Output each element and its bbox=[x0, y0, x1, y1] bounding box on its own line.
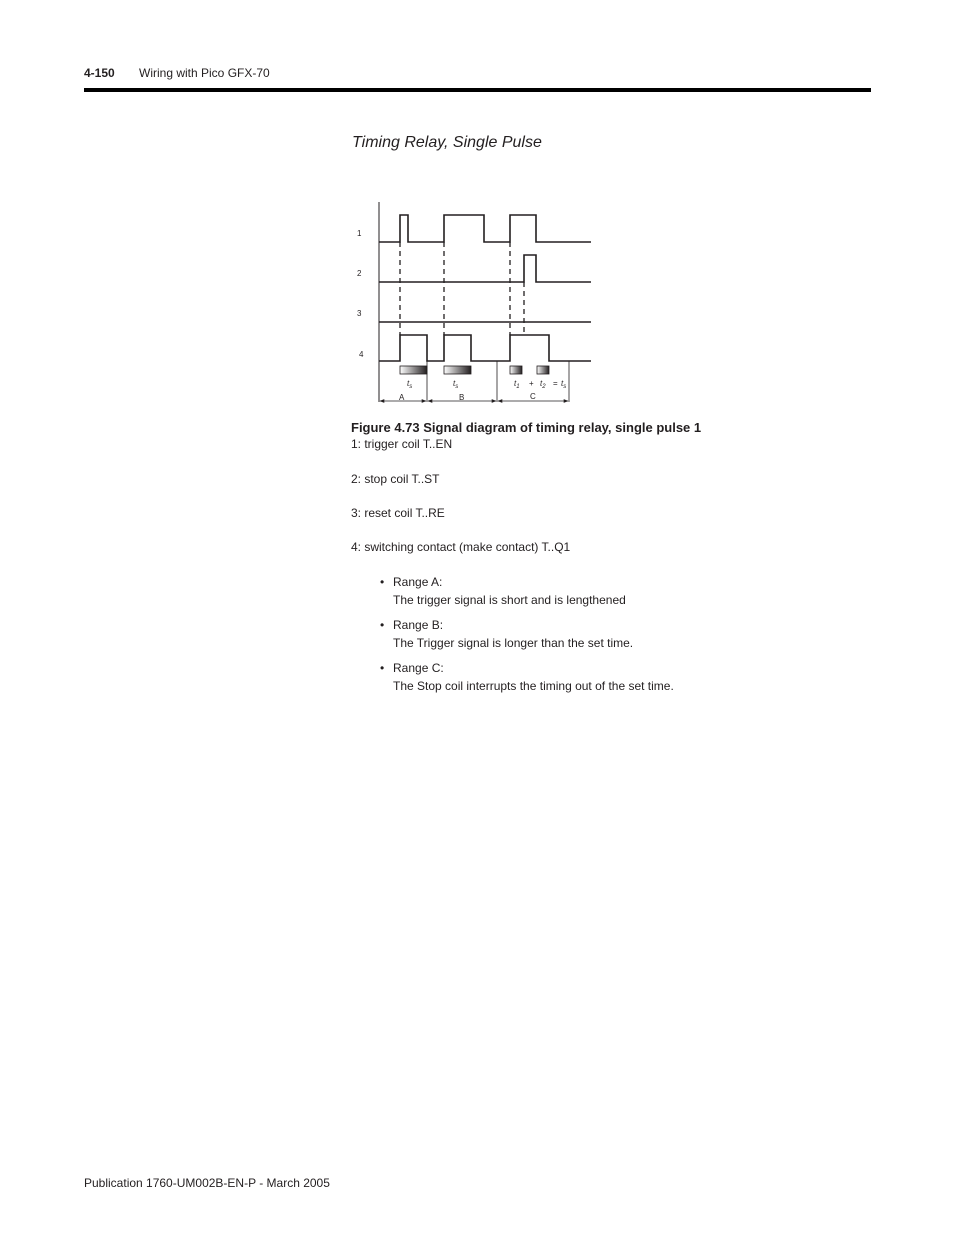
time-label-ts: $t_s$ bbox=[407, 379, 413, 390]
row-label-3: 3 bbox=[357, 309, 362, 318]
time-label-ts: $t_s$ bbox=[453, 379, 459, 390]
legend-item-1: 1: trigger coil T..EN bbox=[351, 437, 453, 451]
range-description: The Stop coil interrupts the timing out of the set time. bbox=[393, 679, 674, 693]
time-label-t1: $t_1$ bbox=[514, 379, 520, 390]
row-label-2: 2 bbox=[357, 269, 362, 278]
legend-item-3: 3: reset coil T..RE bbox=[351, 506, 445, 520]
time-label-t2: $t_2$ bbox=[540, 379, 546, 390]
legend-item-2: 2: stop coil T..ST bbox=[351, 472, 440, 486]
legend-item-4: 4: switching contact (make contact) T..Q1 bbox=[351, 540, 571, 554]
bullet-icon: • bbox=[380, 575, 385, 589]
chapter-title: Wiring with Pico GFX-70 bbox=[139, 66, 270, 80]
signal-trigger bbox=[379, 215, 591, 242]
row-label-1: 1 bbox=[357, 229, 362, 238]
page-number: 4-150 bbox=[84, 66, 115, 80]
range-title: Range C: bbox=[393, 661, 444, 675]
list-item bbox=[380, 659, 780, 695]
bullet-icon: • bbox=[380, 618, 385, 632]
row-label-4: 4 bbox=[359, 350, 364, 359]
range-label-c: C bbox=[530, 392, 536, 401]
timing-bar bbox=[537, 366, 549, 374]
range-label-a: A bbox=[399, 393, 405, 402]
time-label-eq: = bbox=[553, 379, 558, 388]
range-list bbox=[380, 573, 780, 702]
signal-diagram bbox=[350, 195, 600, 410]
timing-bar bbox=[510, 366, 522, 374]
time-label-ts: $t_s$ bbox=[561, 379, 567, 390]
figure-caption: Figure 4.73 Signal diagram of timing relay, single pulse 1 bbox=[351, 420, 702, 435]
range-description: The Trigger signal is longer than the set time. bbox=[393, 636, 634, 650]
list-item bbox=[380, 573, 780, 609]
bullet-icon: • bbox=[380, 661, 385, 675]
timing-bar bbox=[444, 366, 471, 374]
signal-stop bbox=[379, 255, 591, 282]
section-title: Timing Relay, Single Pulse bbox=[352, 134, 542, 151]
list-item bbox=[380, 616, 780, 652]
time-label-plus: + bbox=[529, 379, 534, 388]
range-title: Range A: bbox=[393, 575, 443, 589]
range-title: Range B: bbox=[393, 618, 444, 632]
range-label-b: B bbox=[459, 393, 465, 402]
range-description: The trigger signal is short and is lengthened bbox=[393, 593, 626, 607]
header-rule bbox=[84, 88, 871, 92]
signal-switching-contact bbox=[379, 335, 591, 361]
timing-bar bbox=[400, 366, 427, 374]
page-footer: Publication 1760-UM002B-EN-P - March 2005 bbox=[84, 1176, 330, 1190]
